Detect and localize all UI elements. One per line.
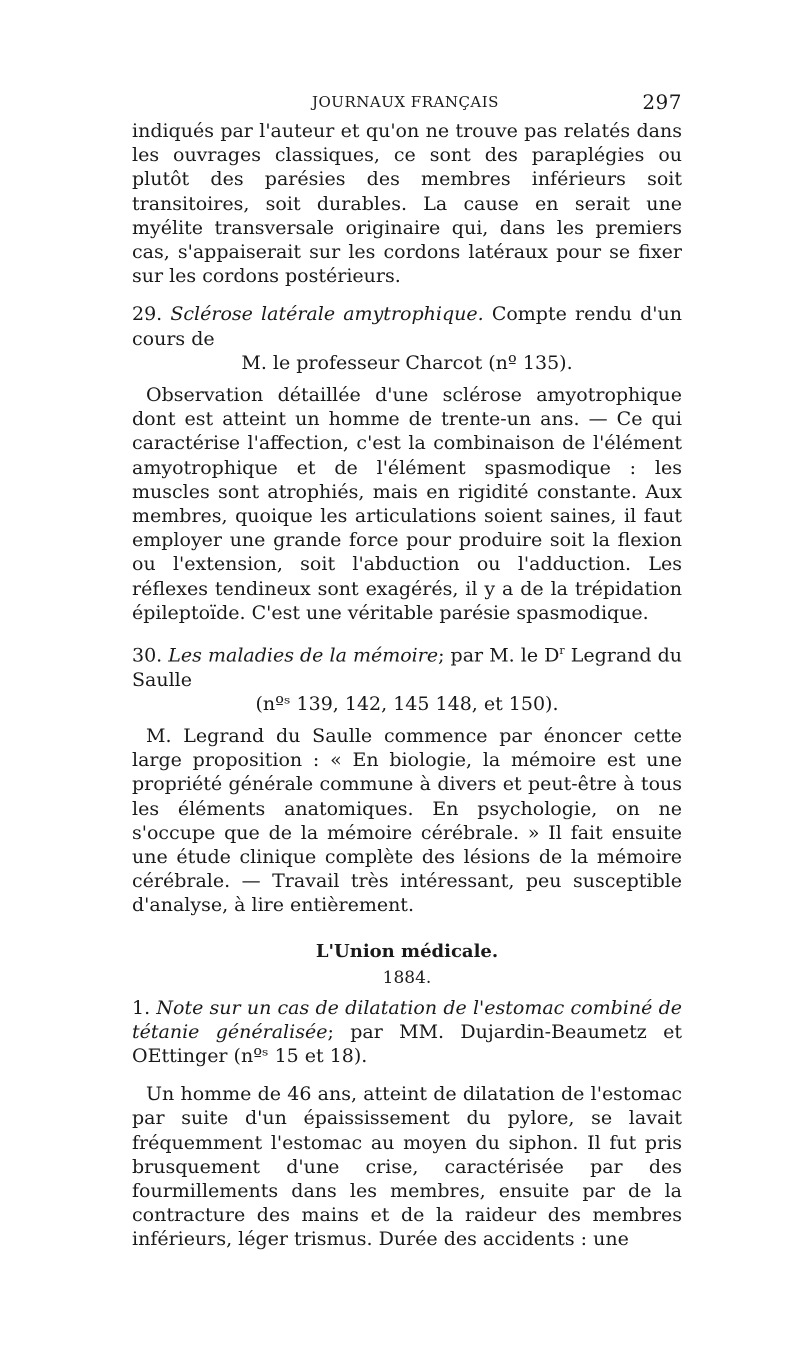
entry-29 (132, 302, 682, 625)
section-title: L'Union médicale. (315, 940, 499, 962)
running-title: JOURNAUX FRANÇAIS (312, 93, 499, 111)
entry-30-citation-sup: r (559, 644, 565, 658)
entry-30 (132, 639, 682, 918)
entry-1-body: Un homme de 46 ans, atteint de dilatation de l'estomac par suite d'un épaississement du pylore, se lavait fréquemment l'estomac au moyen du siphon. Il fut pris brusquement d'une crise, caractérisée par des fourmillements dans les membres, ensuite par de la contracture des mains et de la raideur des membres inférieurs, léger trismus. Durée des accidents : une (132, 1083, 682, 1251)
entry-1-title: Note sur un cas de dilatation de l'estomac combiné de tétanie généralisée (132, 996, 682, 1043)
entry-30-heading (132, 639, 682, 692)
entry-29-citation-line2: M. le professeur Charcot (nº 135). (241, 351, 573, 374)
entry-1-number: 1. (132, 996, 151, 1019)
entry-1 (132, 996, 682, 1252)
entry-29-heading (132, 302, 682, 350)
entry-30-citation-line2: (nºˢ 139, 142, 145 148, et 150). (255, 692, 559, 715)
running-head (132, 90, 682, 117)
entry-30-citation-line1: ; par M. le D (438, 644, 560, 667)
entry-30-number: 30. (132, 644, 163, 667)
entry-1-citation: ; par MM. Dujardin-Beaumetz et OEttinger (nºˢ 15 et 18). (132, 1020, 682, 1068)
intro-paragraph: indiqués par l'auteur et qu'on ne trouve pas relatés dans les ouvrages classiques, ce sont des paraplégies ou plutôt des parésies des membres inférieurs soit transitoires, soit durables. La cause en serait une myélite transversale originaire qui, dans les premiers cas, s'appaiserait sur les cordons latéraux pour se fixer sur les cordons postérieurs. (132, 120, 682, 288)
page (0, 90, 800, 1363)
entry-30-body: M. Legrand du Saulle commence par énoncer cette large proposition : « En biologie, la mémoire est une propriété générale commune à divers et peut-être à tous les éléments anatomiques. En psychologie, on ne s'occupe que de la mémoire cérébrale. » Il fait ensuite une étude clinique complète des lésions de la mémoire cérébrale. — Travail très intéressant, peu susceptible d'analyse, à lire entièrement. (132, 725, 682, 917)
entry-29-title: Sclérose latérale amytrophique. (170, 303, 484, 326)
page-number: 297 (642, 90, 682, 114)
section-year: 1884. (382, 967, 432, 988)
entry-30-title: Les maladies de la mémoire (168, 644, 439, 667)
entry-30-citation-line1-end: Legrand du Saulle (132, 644, 683, 691)
entry-29-citation-line1: Compte rendu d'un cours de (132, 303, 683, 350)
entry-29-body: Observation détaillée d'une sclérose amyotrophique dont est atteint un homme de trente-un ans. — Ce qui caractérise l'affection, c'est la combinaison de l'élément amyotrophique et de l'élément spasmodique : les muscles sont atrophiés, mais en rigidité constante. Aux membres, quoique les articulations soient saines, il faut employer une grande force pour produire soit la flexion ou l'extension, soit l'abduction ou l'adduction. Les réflexes tendineux sont exagérés, il y a de la trépidation épileptoïde. C'est une véritable parésie spasmodique. (132, 384, 682, 624)
entry-1-heading (132, 996, 682, 1069)
entry-29-number: 29. (132, 303, 163, 326)
